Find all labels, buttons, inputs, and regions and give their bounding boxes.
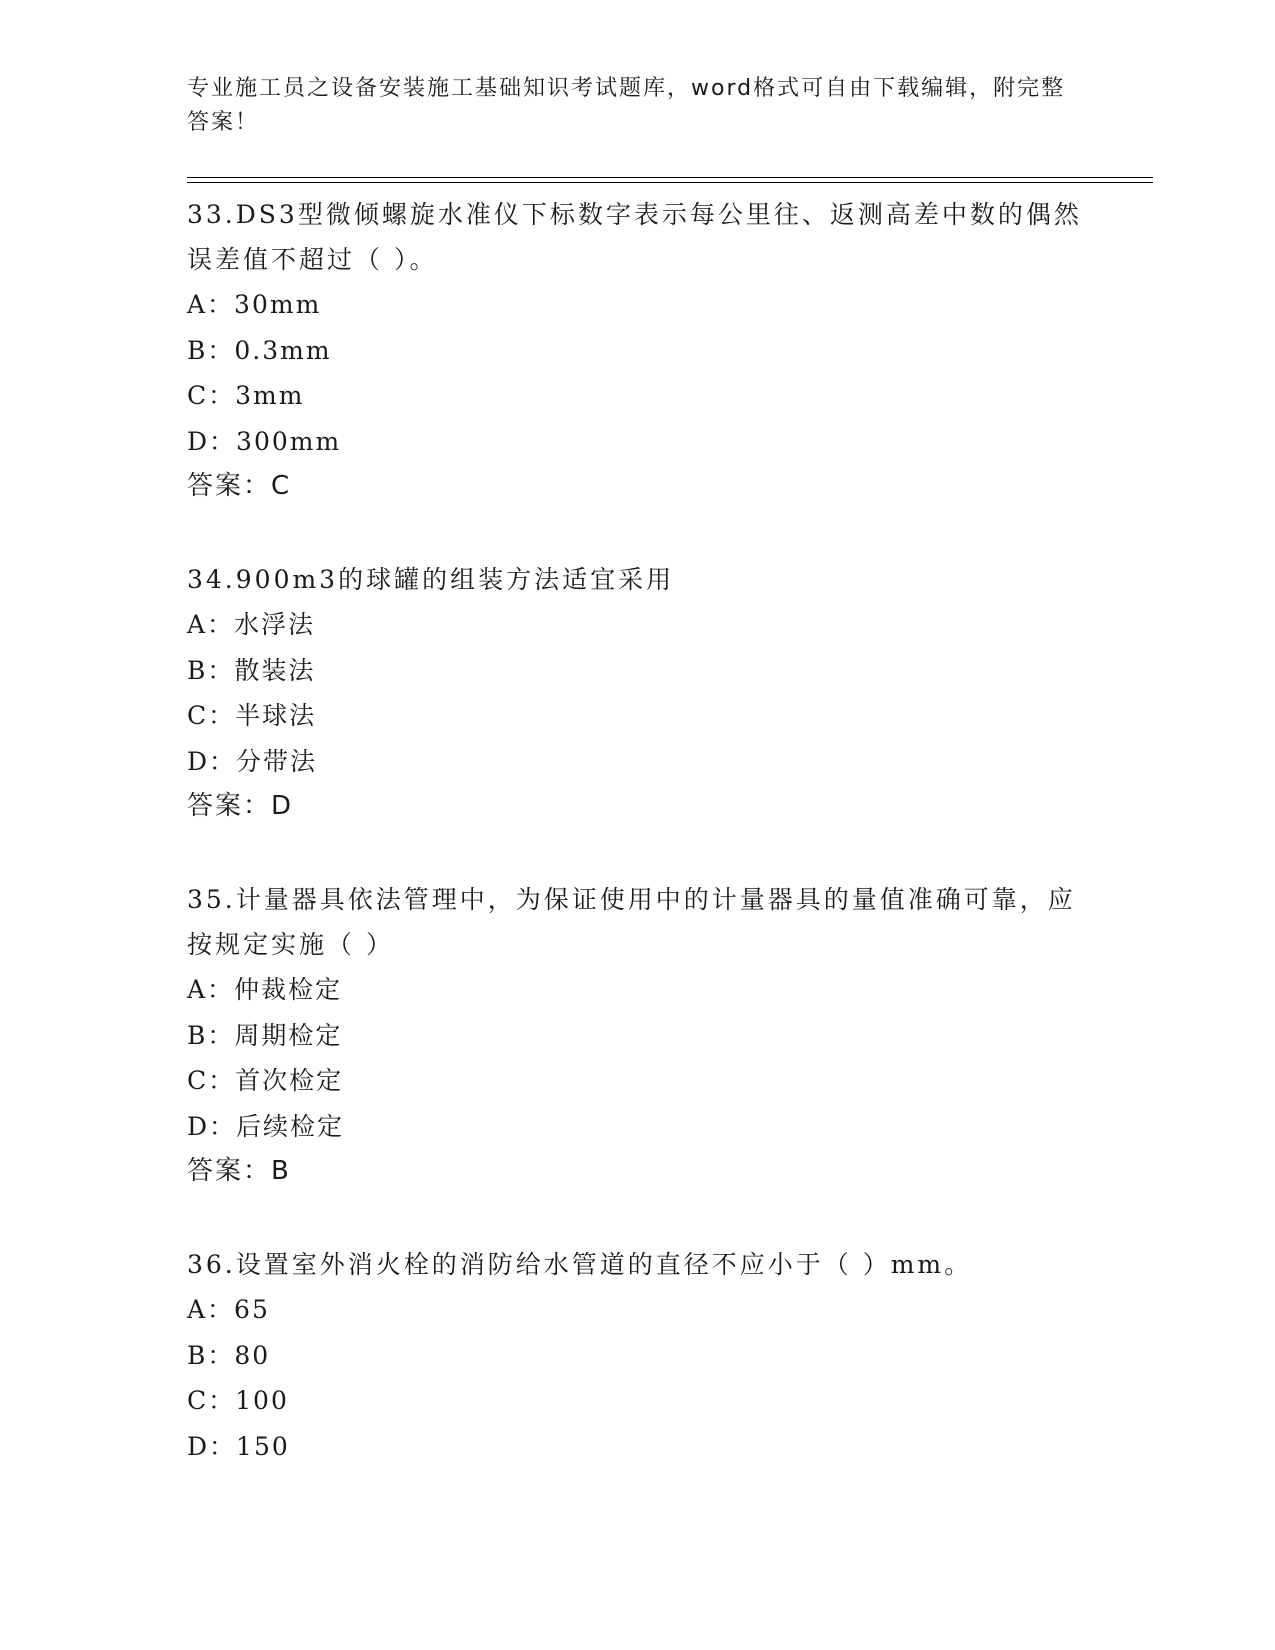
option-b: B：0.3mm bbox=[187, 335, 332, 365]
header-rule-top bbox=[187, 177, 1153, 178]
question-list bbox=[187, 188, 1087, 1469]
question-34 bbox=[187, 557, 1087, 828]
option-a: A：30mm bbox=[187, 290, 322, 319]
question-title: 36.设置室外消火栓的消防给水管道的直径不应小于（ ）mm。 bbox=[187, 1250, 973, 1279]
question-title: 35.计量器具依法管理中，为保证使用中的计量器具的量值准确可靠，应按规定实施（ ） bbox=[187, 885, 1076, 959]
question-35 bbox=[187, 877, 1087, 1193]
option-d: D：后续检定 bbox=[187, 1111, 345, 1141]
document-header: 专业施工员之设备安装施工基础知识考试题库，word格式可自由下载编辑，附完整答案！ bbox=[187, 76, 1066, 135]
answer-line: 答案：D bbox=[187, 791, 294, 821]
header-rule-bottom bbox=[187, 182, 1153, 183]
option-a: A：水浮法 bbox=[187, 610, 316, 639]
question-spacer bbox=[187, 828, 1087, 873]
option-b: B：周期检定 bbox=[187, 1020, 343, 1050]
answer-line: 答案：C bbox=[187, 471, 292, 501]
question-spacer bbox=[187, 508, 1087, 553]
question-title: 33.DS3型微倾螺旋水准仪下标数字表示每公里往、返测高差中数的偶然误差值不超过（ ）。 bbox=[187, 200, 1082, 274]
option-b: B：80 bbox=[187, 1340, 271, 1370]
option-c: C：100 bbox=[187, 1386, 289, 1415]
question-33 bbox=[187, 192, 1087, 508]
option-c: C：首次检定 bbox=[187, 1066, 344, 1095]
answer-line: 答案：B bbox=[187, 1156, 291, 1186]
option-a: A：65 bbox=[187, 1295, 270, 1324]
option-d: D：分带法 bbox=[187, 746, 318, 776]
option-c: C：半球法 bbox=[187, 701, 317, 730]
option-d: D：300mm bbox=[187, 426, 342, 456]
option-b: B：散装法 bbox=[187, 655, 316, 685]
option-c: C：3mm bbox=[187, 381, 305, 410]
option-d: D：150 bbox=[187, 1431, 290, 1461]
option-a: A：仲裁检定 bbox=[187, 975, 343, 1004]
question-spacer bbox=[187, 1193, 1087, 1238]
question-title: 34.900m3的球罐的组装方法适宜采用 bbox=[187, 565, 675, 594]
question-36 bbox=[187, 1242, 1087, 1469]
